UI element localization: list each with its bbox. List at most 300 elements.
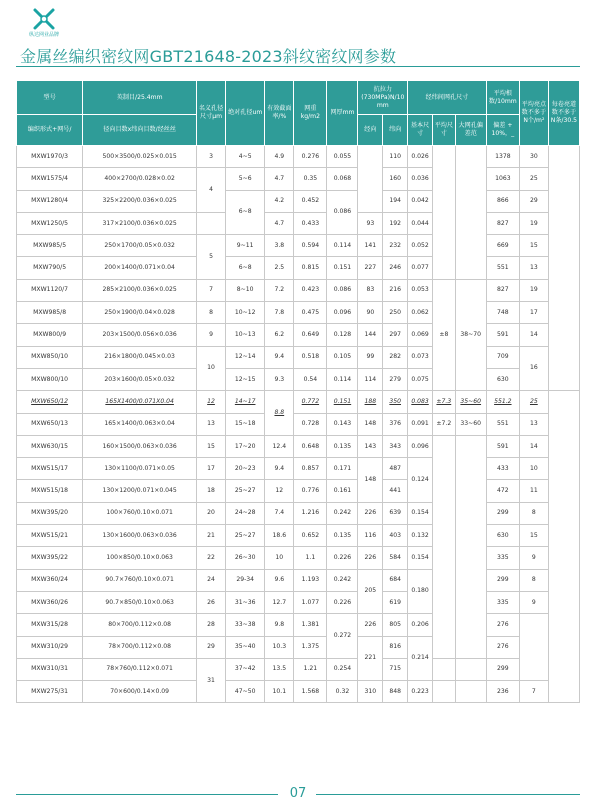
table-row [17,525,580,547]
cell-basic: 0.223 [408,681,433,703]
cell-wt: 0.594 [294,235,327,257]
spec-table [16,80,580,703]
cell-wt: 0.35 [294,168,327,190]
cell-model: MXW315/28 [17,614,83,636]
cell-large [455,658,486,680]
cell-wt: 0.652 [294,525,327,547]
cell-large: 35~60 [455,391,486,413]
table-row [17,636,580,658]
cell-nom: 29 [197,636,226,658]
cell-thk: 0.161 [327,480,358,502]
cell-thk: 0.114 [327,368,358,390]
cell-avg [432,435,455,658]
cell-bright: 13 [519,413,548,435]
cell-avg [432,658,455,680]
cell-basic: 0.091 [408,413,433,435]
col-avg-roots: 平均根数/10mm [486,81,519,115]
cell-wt: 1.568 [294,681,327,703]
cell-warp: 205 [358,569,383,614]
cell-wt: 1.216 [294,502,327,524]
cell-mesh: 130×1600/0.063×0.036 [83,525,197,547]
cell-basic: 0.132 [408,525,433,547]
cell-avg: ±7.2 [432,413,455,435]
cell-mesh: 160×1500/0.063×0.036 [83,435,197,457]
cell-thk: 0.114 [327,235,358,257]
cell-roots: 299 [486,569,519,591]
cell-eff: 12 [265,480,294,502]
cell-nom: 9 [197,324,226,346]
cell-thk: 0.226 [327,547,358,569]
cell-roots: 748 [486,302,519,324]
cell-mesh: 130×1200/0.071×0.045 [83,480,197,502]
cell-roots: 551 [486,257,519,279]
cell-weft: 194 [383,190,408,212]
cell-weft: 192 [383,212,408,234]
cell-roots: 709 [486,346,519,368]
cell-nom: 17 [197,458,226,480]
cell-abs: 10~12 [226,302,265,324]
cell-thk: 0.143 [327,413,358,435]
table-row [17,547,580,569]
cell-eff: 4.7 [265,212,294,234]
cell-nom: 21 [197,525,226,547]
cell-abs: 33~38 [226,614,265,636]
cell-model: MXW630/15 [17,435,83,457]
cell-model: MXW650/13 [17,413,83,435]
brand-logo-text: 纵达网业品牌 [28,32,59,38]
cell-mesh: 90.7×850/0.10×0.063 [83,591,197,613]
col-model: 型号 [17,81,83,115]
table-row [17,257,580,279]
cell-mesh: 285×2100/0.036×0.025 [83,279,197,301]
cell-large [455,146,486,280]
cell-mesh: 165X1400/0.071X0.04 [83,391,197,413]
cell-model: MXW310/31 [17,658,83,680]
cell-nom: 20 [197,502,226,524]
col-nominal-hole: 名义孔径尺寸μm [197,81,226,146]
cell-eff: 13.5 [265,658,294,680]
cell-thk: 0.151 [327,391,358,413]
cell-nom: 12 [197,391,226,413]
cell-wt: 0.423 [294,279,327,301]
cell-wt: 0.276 [294,146,327,168]
cell-roots: 276 [486,614,519,636]
table-row [17,502,580,524]
cell-roots: 591 [486,324,519,346]
cell-mesh: 500×3500/0.025×0.015 [83,146,197,168]
cell-model: MXW395/22 [17,547,83,569]
cell-model: MXW360/24 [17,569,83,591]
cell-basic: 0.075 [408,368,433,390]
cell-bright: 19 [519,212,548,234]
cell-eff: 4.9 [265,146,294,168]
cell-abs: 17~20 [226,435,265,457]
cell-eff: 9.8 [265,614,294,636]
cell-model: MXW515/21 [17,525,83,547]
cell-large: 38~70 [455,279,486,390]
table-row [17,235,580,257]
cell-thk: 0.086 [327,279,358,301]
col-avg-bright: 平均亮点数不多于N个/m² [519,81,548,146]
col-basic-size: 基本尺寸 [408,115,433,146]
cell-roots: 236 [486,681,519,703]
cell-weft: 584 [383,547,408,569]
cell-basic: 0.044 [408,212,433,234]
cell-warp: 144 [358,324,383,346]
cell-model: MXW310/29 [17,636,83,658]
cell-roots: 827 [486,212,519,234]
cell-weft: 684 [383,569,408,591]
cell-weft: 639 [383,502,408,524]
table-row [17,681,580,703]
cell-mesh: 250×1900/0.04×0.028 [83,302,197,324]
page-title: 金属丝编织密纹网GBT21648-2023斜纹密纹网参数 [20,47,397,66]
cell-basic: 0.062 [408,302,433,324]
cell-wt: 0.772 [294,391,327,413]
cell-avg: ±7.3 [432,391,455,413]
cell-wt: 0.649 [294,324,327,346]
cell-basic: 0.053 [408,279,433,301]
cell-basic: 0.083 [408,391,433,413]
footer-rule-left [16,794,278,795]
cell-bright [519,614,548,681]
cell-basic: 0.154 [408,547,433,569]
cell-weft: 110 [383,146,408,168]
cell-eff: 9.4 [265,346,294,368]
cell-warp: 114 [358,368,383,390]
cell-wt: 1.375 [294,636,327,658]
cell-roll [548,146,579,391]
cell-weft: 160 [383,168,408,190]
cell-mesh: 80×700/0.112×0.08 [83,614,197,636]
cell-abs: 24~28 [226,502,265,524]
table-row [17,391,580,413]
cell-wt: 0.433 [294,212,327,234]
cell-nom: 3 [197,146,226,168]
col-per-roll: 每卷亮道数不多于N条/30.5 [548,81,579,146]
col-dev-pct: 偏差 + 10%，_ [486,115,519,146]
cell-roll [548,391,579,703]
cell-roots: 299 [486,658,519,680]
cell-nom: 18 [197,480,226,502]
cell-warp: 93 [358,212,383,234]
cell-warp: 310 [358,681,383,703]
cell-nom: 24 [197,569,226,591]
cell-model: MXW985/8 [17,302,83,324]
cell-thk: 0.151 [327,257,358,279]
cell-model: MXW985/5 [17,235,83,257]
cell-nom: 26 [197,591,226,613]
cell-bright: 14 [519,324,548,346]
cell-eff: 9.4 [265,458,294,480]
cell-weft: 279 [383,368,408,390]
cell-thk: 0.105 [327,346,358,368]
cell-weft: 282 [383,346,408,368]
cell-abs: 31~36 [226,591,265,613]
cell-avg [432,146,455,280]
cell-warp: 99 [358,346,383,368]
cell-model: MXW650/12 [17,391,83,413]
cell-warp: 141 [358,235,383,257]
cell-warp: 116 [358,525,383,547]
cell-mesh: 130×1100/0.071×0.05 [83,458,197,480]
cell-wt: 0.857 [294,458,327,480]
cell-warp: 226 [358,502,383,524]
cell-basic: 0.026 [408,146,433,168]
cell-abs: 25~27 [226,525,265,547]
cell-thk: 0.254 [327,658,358,680]
cell-nom [197,212,226,234]
cell-avg: ±8 [432,279,455,390]
cell-abs: 37~42 [226,658,265,680]
table-row [17,346,580,368]
cell-mesh: 216×1800/0.045×0.03 [83,346,197,368]
cell-abs: 12~14 [226,346,265,368]
cell-wt: 1.1 [294,547,327,569]
cell-weft: 441 [383,480,408,502]
cell-nom: 8 [197,302,226,324]
cell-bright: 25 [519,391,548,413]
cell-thk: 0.055 [327,146,358,168]
table-row [17,591,580,613]
cell-nom: 22 [197,547,226,569]
cell-weft: 343 [383,435,408,457]
cell-thk: 0.226 [327,591,358,613]
cell-wt: 0.815 [294,257,327,279]
cell-warp: 148 [358,413,383,435]
cell-roots: 276 [486,636,519,658]
cell-weft: 376 [383,413,408,435]
table-row [17,279,580,301]
cell-thk: 0.242 [327,502,358,524]
cell-thk: 0.086 [327,190,358,235]
cell-abs: 35~40 [226,636,265,658]
cell-eff: 10.1 [265,681,294,703]
cell-bright: 29 [519,190,548,212]
cell-warp: 227 [358,257,383,279]
cell-roots: 299 [486,502,519,524]
cell-weft: 816 [383,636,408,658]
cell-roots: 669 [486,235,519,257]
table-row [17,146,580,168]
col-large-dev: 大网孔偏差范 [455,115,486,146]
table-header-row-1 [17,81,580,115]
cell-mesh: 317×2100/0.036×0.025 [83,212,197,234]
cell-bright: 8 [519,569,548,591]
cell-thk: 0.068 [327,168,358,190]
cell-mesh: 325×2200/0.036×0.025 [83,190,197,212]
cell-weft: 487 [383,458,408,480]
cell-wt: 0.648 [294,435,327,457]
cell-model: MXW1575/4 [17,168,83,190]
cell-abs: 12~15 [226,368,265,390]
table-row [17,324,580,346]
cell-thk: 0.272 [327,614,358,659]
brand-logo [24,6,64,44]
cell-eff: 9.6 [265,569,294,591]
cell-roots: 472 [486,480,519,502]
cell-weft: 805 [383,614,408,636]
table-row [17,413,580,435]
cell-nom: 4 [197,168,226,213]
cell-model: MXW800/10 [17,368,83,390]
cell-eff: 12.7 [265,591,294,613]
col-weft: 纬向 [383,115,408,146]
cell-warp: 226 [358,614,383,636]
cell-weft: 232 [383,235,408,257]
cell-roots: 551 [486,413,519,435]
cell-eff: 10 [265,547,294,569]
cell-roots: 591 [486,435,519,457]
cell-model: MXW515/18 [17,480,83,502]
cell-weft: 403 [383,525,408,547]
cell-abs: 15~18 [226,413,265,435]
cell-eff: 3.8 [265,235,294,257]
cell-bright: 7 [519,681,548,703]
cell-basic: 0.052 [408,235,433,257]
cell-model: MXW360/26 [17,591,83,613]
cell-weft: 619 [383,591,408,613]
cell-large: 33~60 [455,413,486,435]
cell-basic: 0.036 [408,168,433,190]
cell-wt: 0.518 [294,346,327,368]
cell-mesh: 70×600/0.14×0.09 [83,681,197,703]
cell-basic: 0.069 [408,324,433,346]
cell-basic: 0.096 [408,435,433,457]
cell-mesh: 165×1400/0.063×0.04 [83,413,197,435]
cell-roots: 551.2 [486,391,519,413]
cell-wt: 1.21 [294,658,327,680]
table-row [17,368,580,390]
cell-basic: 0.154 [408,502,433,524]
cell-avg [432,681,455,703]
brand-mark-icon [31,6,57,32]
cell-model: MXW800/9 [17,324,83,346]
cell-nom: 5 [197,235,226,280]
cell-abs: 10~13 [226,324,265,346]
col-absolute-hole: 绝对孔径um [226,81,265,146]
cell-weft: 297 [383,324,408,346]
cell-nom: 15 [197,435,226,457]
cell-abs: 4~5 [226,146,265,168]
cell-mesh: 100×760/0.10×0.071 [83,502,197,524]
cell-abs: 47~50 [226,681,265,703]
col-tensile: 抗拉力(730MPa)N/10 mm [358,81,408,115]
cell-model: MXW850/10 [17,346,83,368]
cell-roots: 1378 [486,146,519,168]
col-avg-size: 平均尺寸 [432,115,455,146]
table-row [17,190,580,212]
cell-thk: 0.096 [327,302,358,324]
cell-model: MXW1250/5 [17,212,83,234]
cell-warp: 188 [358,391,383,413]
cell-abs: 14~17 [226,391,265,413]
cell-warp: 221 [358,636,383,681]
cell-weft: 715 [383,658,408,680]
cell-eff: 2.5 [265,257,294,279]
cell-roots: 827 [486,279,519,301]
cell-roots: 433 [486,458,519,480]
table-row [17,168,580,190]
cell-roots: 630 [486,525,519,547]
cell-wt: 0.728 [294,413,327,435]
cell-warp [358,146,383,213]
cell-weft: 216 [383,279,408,301]
cell-thk: 0.32 [327,681,358,703]
cell-eff: 6.2 [265,324,294,346]
cell-mesh: 203×1600/0.05×0.032 [83,368,197,390]
table-row [17,614,580,636]
cell-basic: 0.206 [408,614,433,636]
cell-warp: 148 [358,458,383,503]
cell-basic: 0.073 [408,346,433,368]
cell-mesh: 100×850/0.10×0.063 [83,547,197,569]
cell-basic: 0.180 [408,569,433,614]
cell-model: MXW395/20 [17,502,83,524]
cell-wt: 1.381 [294,614,327,636]
cell-eff: 8.8 [265,391,294,436]
cell-basic: 0.214 [408,636,433,681]
cell-mesh: 90.7×760/0.10×0.071 [83,569,197,591]
cell-thk: 0.128 [327,324,358,346]
col-thickness: 网厚mm [327,81,358,146]
cell-bright: 13 [519,257,548,279]
col-hole-size-group: 经纬间网孔尺寸 [408,81,487,115]
title-underline [16,66,580,67]
cell-abs: 6~8 [226,257,265,279]
cell-nom: 7 [197,279,226,301]
cell-eff: 7.8 [265,302,294,324]
cell-thk: 0.171 [327,458,358,480]
cell-abs: 29-34 [226,569,265,591]
cell-eff: 9.3 [265,368,294,390]
cell-warp: 143 [358,435,383,457]
cell-weft: 250 [383,302,408,324]
cell-abs: 5~6 [226,168,265,190]
cell-warp: 83 [358,279,383,301]
cell-roots: 1063 [486,168,519,190]
cell-bright: 17 [519,302,548,324]
cell-eff: 4.2 [265,190,294,212]
cell-bright: 25 [519,168,548,190]
table-row [17,302,580,324]
cell-bright: 9 [519,591,548,613]
cell-roots: 630 [486,368,519,390]
cell-basic: 0.124 [408,458,433,503]
cell-weft: 350 [383,391,408,413]
cell-roots: 335 [486,591,519,613]
cell-nom: 31 [197,658,226,703]
cell-mesh: 203×1500/0.056×0.036 [83,324,197,346]
cell-eff: 7.2 [265,279,294,301]
cell-abs: 8~10 [226,279,265,301]
cell-nom: 28 [197,614,226,636]
cell-large [455,435,486,658]
cell-basic: 0.042 [408,190,433,212]
table-row [17,458,580,480]
cell-thk: 0.242 [327,569,358,591]
table-row [17,569,580,591]
col-mesh-wire: 径向目数x纬向目数/经丝丝 [83,115,197,146]
cell-wt: 1.193 [294,569,327,591]
cell-weft: 246 [383,257,408,279]
cell-basic: 0.077 [408,257,433,279]
cell-abs: 9~11 [226,235,265,257]
page-number: 07 [289,786,307,801]
cell-bright: 30 [519,146,548,168]
cell-mesh: 400×2700/0.028×0.02 [83,168,197,190]
col-weight: 网重kg/m2 [294,81,327,146]
